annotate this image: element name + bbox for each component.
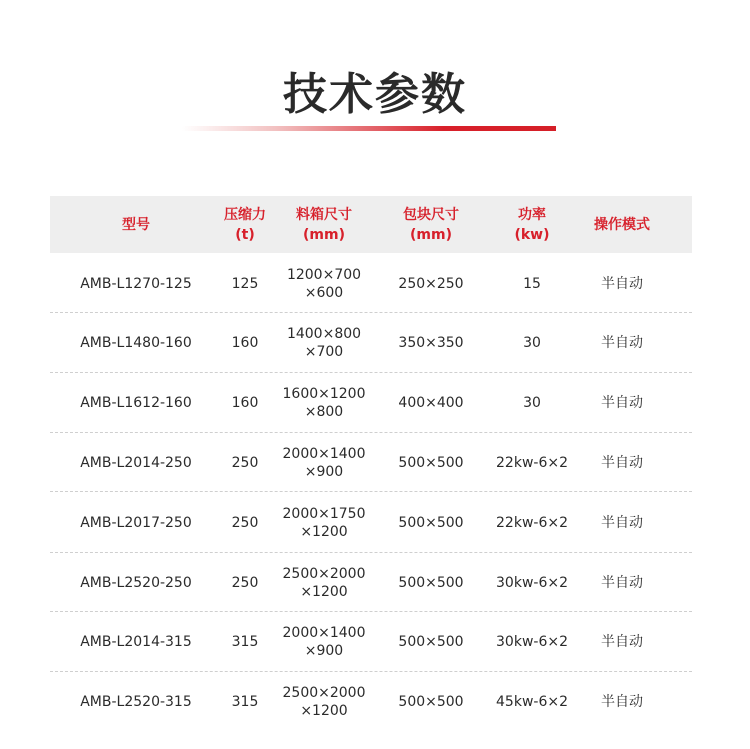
cell-pressure: 315	[231, 634, 259, 650]
cell-power: 30kw-6×2	[496, 574, 568, 591]
header-power: 功率 (kw)	[514, 206, 550, 243]
header-model: 型号	[122, 216, 150, 233]
cell-bale-size: 500×500	[398, 514, 464, 531]
cell-bale-size: 500×500	[398, 454, 464, 471]
page-title: 技术参数	[283, 69, 467, 120]
header-box-size: 料箱尺寸 (mm)	[296, 206, 352, 243]
table-row	[50, 433, 692, 492]
cell-mode: 半自动	[601, 694, 643, 710]
table-header	[50, 196, 692, 253]
header-pressure: 压缩力 (t)	[224, 206, 266, 243]
cell-box-size: 2000×1400 ×900	[282, 625, 366, 659]
cell-model: AMB-L1612-160	[80, 395, 192, 411]
cell-model: AMB-L1270-125	[80, 275, 192, 292]
title-underline	[182, 126, 556, 131]
cell-model: AMB-L2520-315	[80, 694, 192, 710]
cell-power: 30kw-6×2	[496, 634, 568, 650]
cell-power: 15	[523, 275, 541, 292]
cell-pressure: 160	[231, 395, 259, 411]
table-row	[50, 492, 692, 553]
cell-mode: 半自动	[601, 395, 643, 411]
table-row	[50, 612, 692, 672]
cell-box-size: 2000×1750 ×1200	[282, 505, 366, 540]
cell-mode: 半自动	[601, 574, 643, 591]
cell-bale-size: 500×500	[398, 634, 464, 650]
cell-power: 22kw-6×2	[496, 454, 568, 471]
cell-model: AMB-L2014-315	[80, 634, 192, 650]
cell-pressure: 250	[231, 574, 259, 591]
cell-bale-size: 500×500	[398, 574, 464, 591]
cell-mode: 半自动	[601, 454, 643, 471]
cell-pressure: 160	[231, 335, 259, 351]
cell-box-size: 1600×1200 ×800	[282, 386, 366, 420]
cell-bale-size: 400×400	[398, 395, 464, 411]
cell-mode: 半自动	[601, 634, 643, 650]
cell-mode: 半自动	[601, 275, 643, 292]
table-row	[50, 553, 692, 612]
header-mode: 操作模式	[594, 216, 650, 233]
header-bale-size: 包块尺寸 (mm)	[403, 206, 459, 243]
cell-bale-size: 350×350	[398, 335, 464, 351]
cell-pressure: 250	[231, 454, 259, 471]
table-row	[50, 254, 692, 313]
cell-power: 30	[523, 395, 541, 411]
cell-power: 45kw-6×2	[496, 694, 568, 710]
cell-box-size: 1200×700 ×600	[286, 266, 362, 301]
cell-model: AMB-L2520-250	[80, 574, 192, 591]
cell-pressure: 125	[231, 275, 259, 292]
table-row	[50, 672, 692, 732]
cell-box-size: 1400×800 ×700	[286, 326, 362, 360]
cell-model: AMB-L1480-160	[80, 335, 192, 351]
cell-bale-size: 500×500	[398, 694, 464, 710]
cell-box-size: 2500×2000 ×1200	[282, 565, 366, 600]
cell-model: AMB-L2017-250	[80, 514, 192, 531]
cell-pressure: 250	[231, 514, 259, 531]
cell-model: AMB-L2014-250	[80, 454, 192, 471]
table-row	[50, 373, 692, 433]
cell-power: 22kw-6×2	[496, 514, 568, 531]
cell-mode: 半自动	[601, 514, 643, 531]
cell-pressure: 315	[231, 694, 259, 710]
cell-mode: 半自动	[601, 335, 643, 351]
cell-power: 30	[523, 335, 541, 351]
cell-box-size: 2000×1400 ×900	[282, 445, 366, 480]
cell-bale-size: 250×250	[398, 275, 464, 292]
table-row	[50, 313, 692, 373]
cell-box-size: 2500×2000 ×1200	[282, 685, 366, 719]
